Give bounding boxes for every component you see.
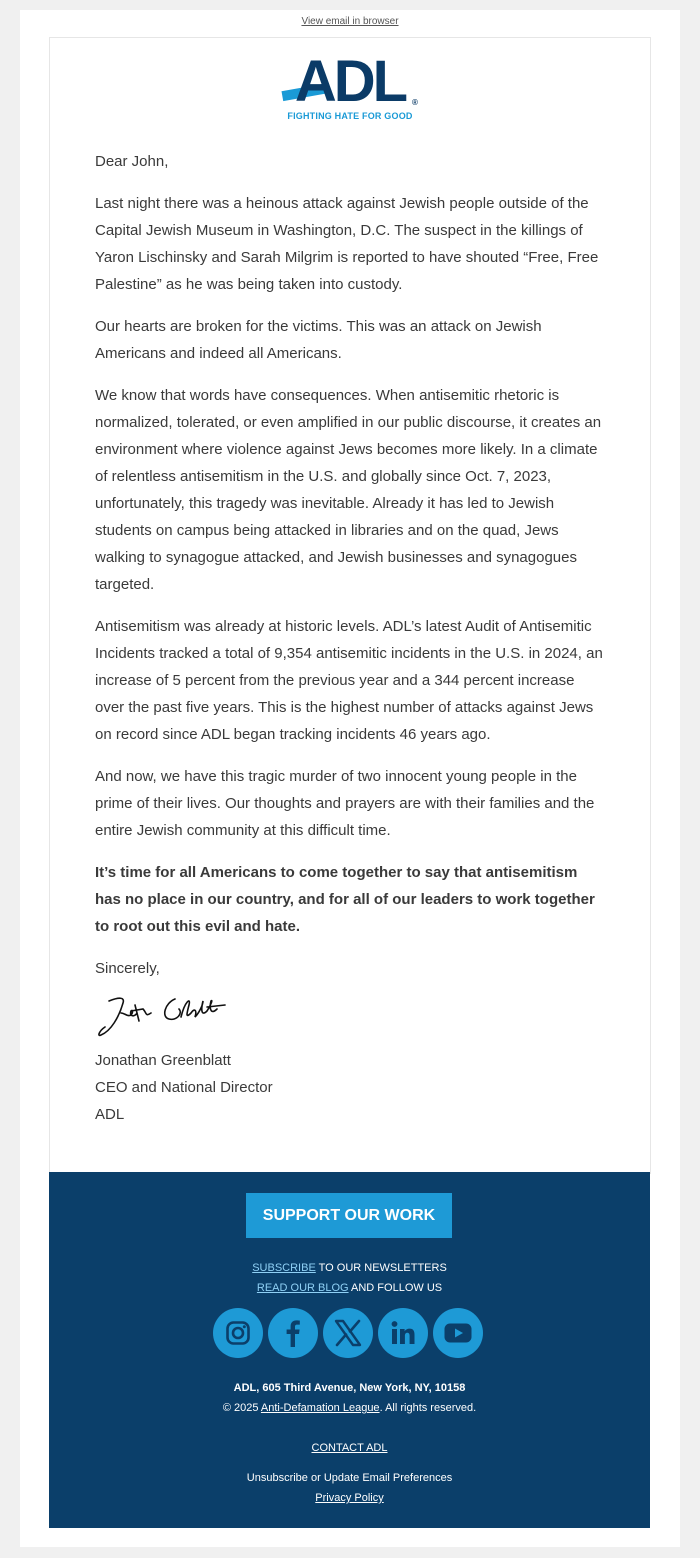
subscribe-link[interactable]: SUBSCRIBE — [252, 1262, 316, 1274]
bold-call-to-action: It’s time for all Americans to come together to say that antisemitism has no place in our country, and for all of our leaders to work together to root out this evil and hate. — [95, 864, 595, 935]
copyright-line — [49, 1398, 650, 1418]
paragraph: Last night there was a heinous attack against Jewish people outside of the Capital Jewish Museum in Washington, D.C. The suspect in the killings of Yaron Lischinsky and Sarah Milgrim is reported to have shouted “Free, Free Palestine” as he was being taken into custody. — [95, 195, 599, 293]
signer-title: CEO and National Director — [95, 1079, 273, 1096]
privacy-line — [49, 1488, 650, 1508]
letter-card — [49, 37, 651, 1174]
view-in-browser-link[interactable]: View email in browser — [301, 16, 399, 27]
copyright-prefix: © 2025 — [222, 1402, 261, 1414]
greeting: Dear John, — [95, 153, 169, 170]
read-blog-link[interactable]: READ OUR BLOG — [256, 1282, 349, 1294]
social-icons — [213, 1308, 488, 1358]
signer-org: ADL — [95, 1106, 125, 1123]
paragraph: We know that words have consequences. When antisemitic rhetoric is normalized, tolerated, or even amplified in our public discourse, it creates an environment where violence against Jews becomes more likely. In a climate of relentless antisemitism in the U.S. and globally since Oct. 7, 2023, unfortunately, this tragedy was inevitable. Already it has led to Jewish students on campus being attacked in libraries and on the quad, Jews walking to synagogue attacked, and Jewish businesses and synagogues targeted. — [95, 387, 602, 593]
copyright-suffix: . All rights reserved. — [379, 1402, 477, 1414]
signature-image — [95, 991, 235, 1039]
adl-logo[interactable] — [280, 49, 420, 124]
logo-tagline: FIGHTING HATE FOR GOOD — [287, 111, 413, 121]
follow-text: AND FOLLOW US — [348, 1282, 443, 1294]
unsubscribe-link[interactable]: Unsubscribe or Update Email Preferences — [246, 1472, 453, 1484]
facebook-icon[interactable] — [268, 1308, 318, 1358]
closing: Sincerely, — [95, 960, 160, 977]
support-our-work-button[interactable]: SUPPORT OUR WORK — [246, 1193, 452, 1238]
anti-defamation-league-link[interactable]: Anti-Defamation League — [260, 1402, 380, 1414]
newsletter-line — [49, 1258, 650, 1278]
privacy-policy-link[interactable]: Privacy Policy — [315, 1492, 384, 1504]
contact-line — [49, 1438, 650, 1458]
paragraph: Antisemitism was already at historic levels. ADL’s latest Audit of Antisemitic Incidents tracked a total of 9,354 antisemitic incidents in the U.S. in 2024, an increase of 5 percent from the previous year and a 344 percent increase over the past five years. This is the highest number of attacks against Jews on record since ADL began tracking incidents 46 years ago. — [95, 618, 603, 743]
signer-name: Jonathan Greenblatt — [95, 1052, 231, 1069]
letter-body — [95, 148, 607, 1128]
logo-wordmark: ADL — [294, 49, 406, 114]
footer — [49, 1172, 650, 1528]
instagram-icon[interactable] — [213, 1308, 263, 1358]
paragraph: And now, we have this tragic murder of two innocent young people in the prime of their lives. Our thoughts and prayers are with their families and the entire Jewish community at this difficult time. — [95, 768, 595, 839]
address: ADL, 605 Third Avenue, New York, NY, 10158 — [233, 1382, 466, 1394]
linkedin-icon[interactable] — [378, 1308, 428, 1358]
subscribe-text: TO OUR NEWSLETTERS — [315, 1262, 447, 1274]
youtube-icon[interactable] — [433, 1308, 483, 1358]
email-container — [20, 10, 680, 1547]
blog-line — [49, 1278, 650, 1298]
contact-adl-link[interactable]: CONTACT ADL — [311, 1442, 388, 1454]
paragraph: Our hearts are broken for the victims. This was an attack on Jewish Americans and indeed all Americans. — [95, 318, 542, 362]
x-icon[interactable] — [323, 1308, 373, 1358]
logo-registered-mark: ® — [412, 98, 418, 107]
